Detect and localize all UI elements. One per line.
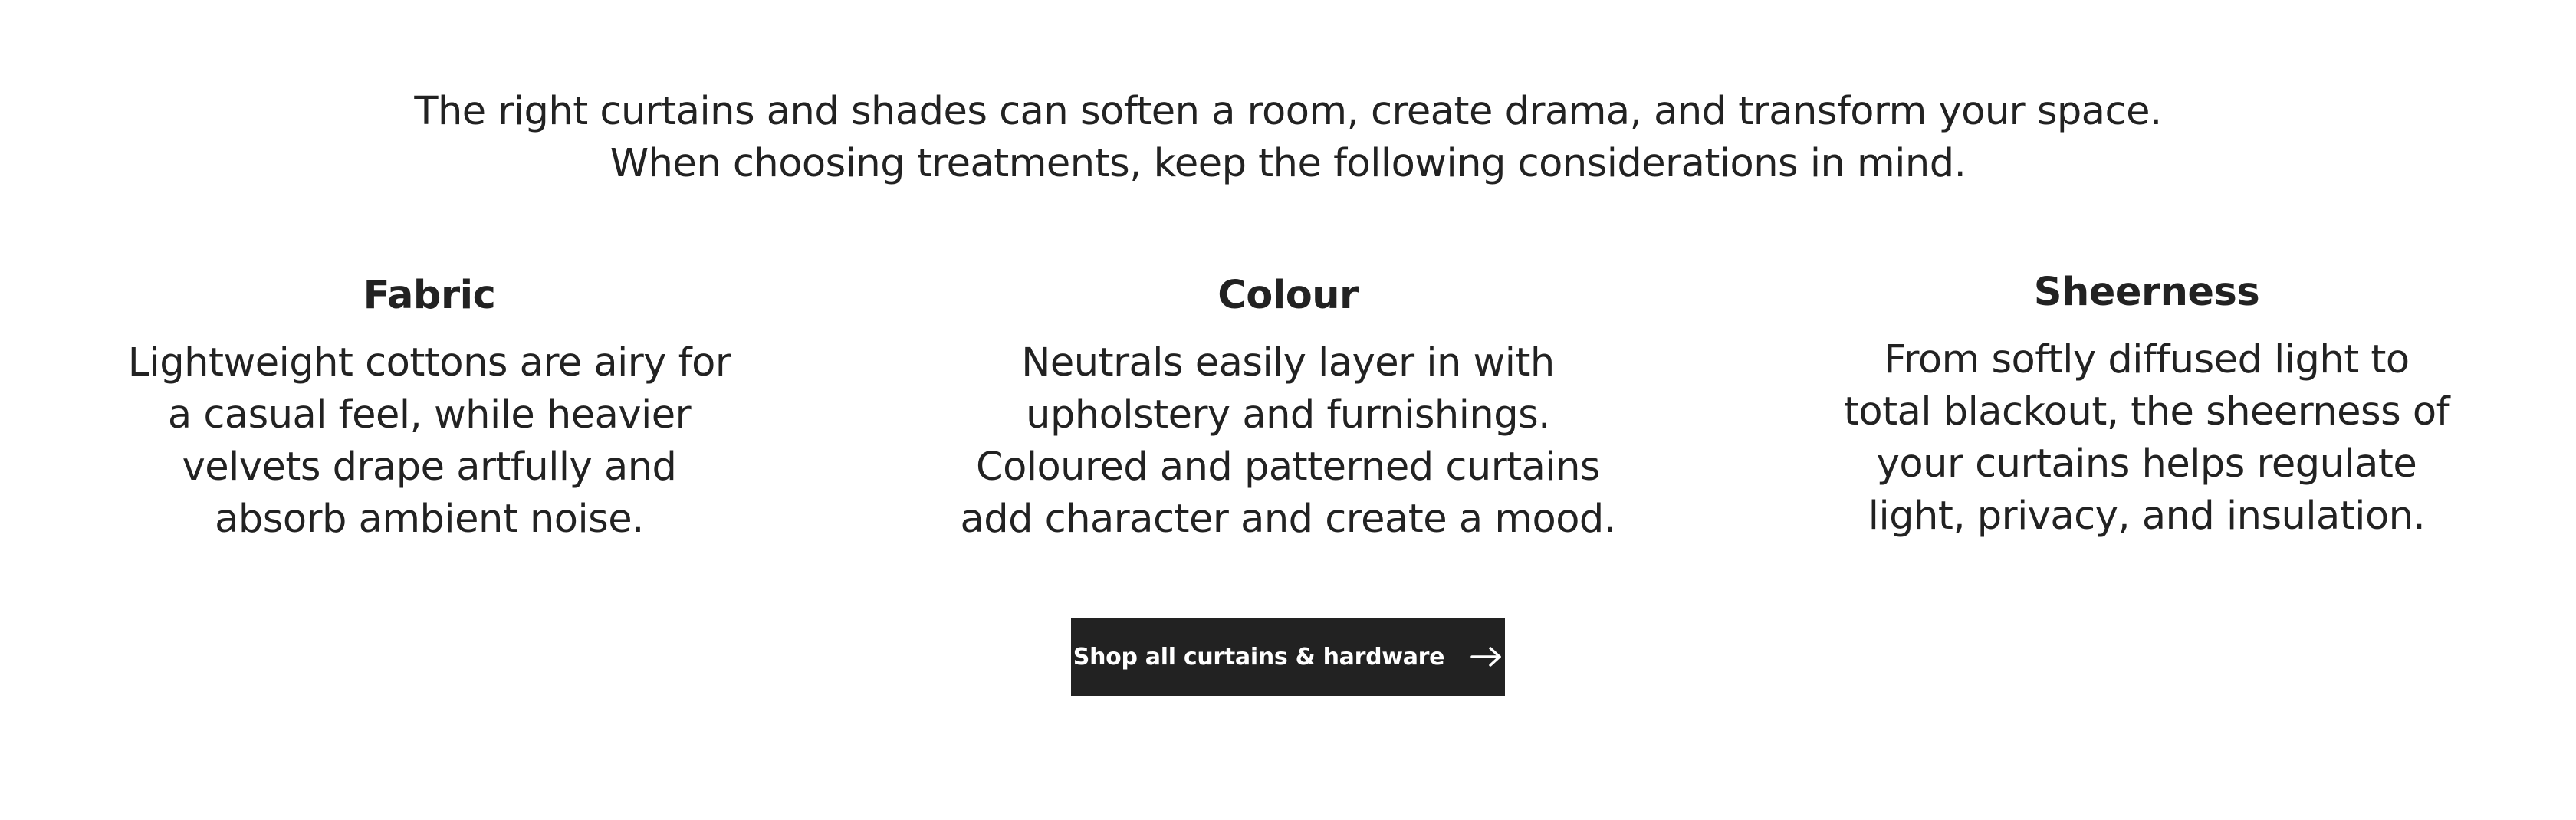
consideration-heading: Sheerness <box>2033 270 2260 315</box>
consideration-body: Neutrals easily layer in with upholstery and furnishings. Coloured and patterned curtains add character and create a mood. <box>960 340 1616 542</box>
consideration-heading: Fabric <box>363 273 496 318</box>
consideration-heading: Colour <box>1217 273 1359 318</box>
consideration-colour <box>951 270 1625 546</box>
consideration-sheerness <box>1809 267 2484 543</box>
intro-line-2: When choosing treatments, keep the following considerations in mind. <box>610 141 1967 186</box>
consideration-fabric <box>92 270 767 546</box>
shop-all-curtains-label: Shop all curtains & hardware <box>1073 643 1445 671</box>
consideration-body: Lightweight cottons are airy for a casual feel, while heavier velvets drape artfully and absorb ambient noise. <box>127 340 731 542</box>
arrow-right-icon <box>1470 645 1503 668</box>
shop-all-curtains-button[interactable] <box>1071 618 1505 696</box>
intro-section <box>0 86 2576 190</box>
consideration-body: From softly diffused light to total blackout, the sheerness of your curtains helps regulate light, privacy, and insulation. <box>1843 337 2450 539</box>
intro-line-1: The right curtains and shades can soften a room, create drama, and transform your space. <box>414 89 2162 134</box>
